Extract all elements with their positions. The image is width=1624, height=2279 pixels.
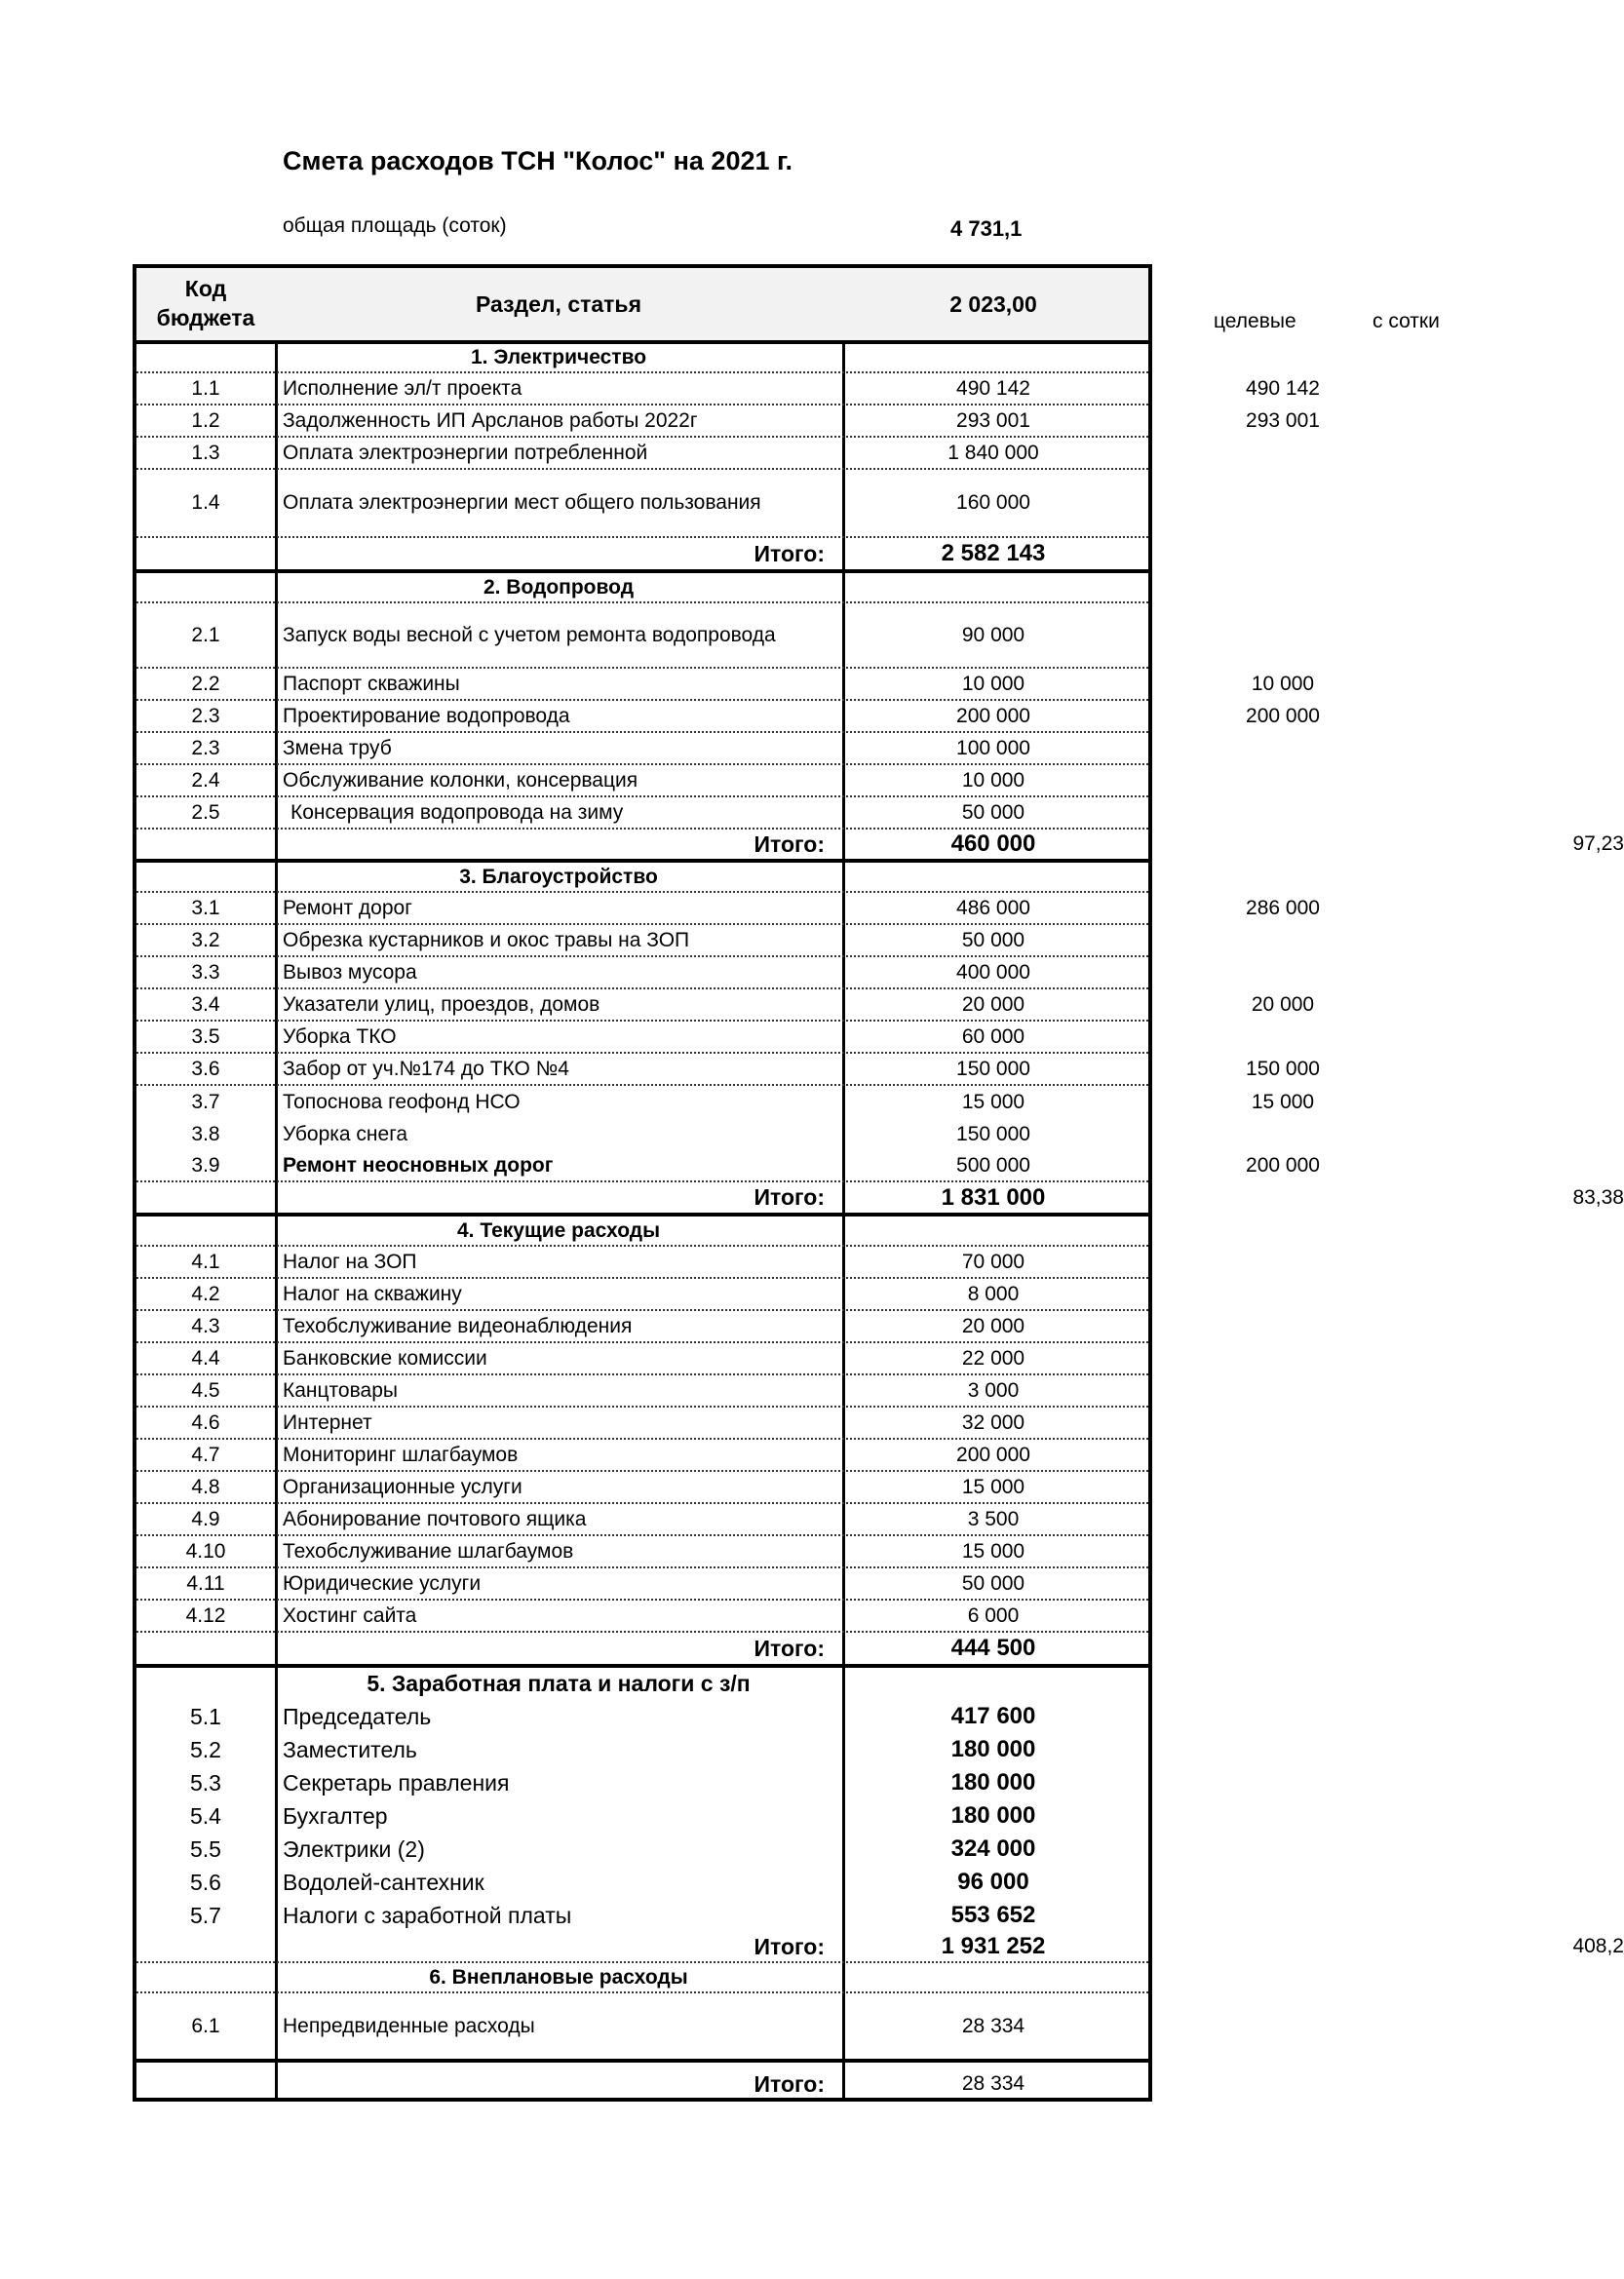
item-amount: 417 600 bbox=[950, 1703, 1036, 1729]
item-name: Обслуживание колонки, консервация bbox=[283, 768, 638, 792]
item-row bbox=[136, 1472, 1148, 1504]
item-row bbox=[136, 1993, 1148, 2063]
item-code: 3.9 bbox=[191, 1153, 220, 1177]
item-name: Абонирование почтового ящика bbox=[283, 1507, 587, 1530]
target-value: 10 000 bbox=[1251, 672, 1315, 695]
item-amount: 15 000 bbox=[961, 1090, 1025, 1113]
item-row bbox=[136, 373, 1320, 406]
item-name: Техобслуживание шлагбаумов bbox=[283, 1539, 574, 1563]
item-amount: 200 000 bbox=[956, 1443, 1030, 1466]
item-name: Электрики (2) bbox=[283, 1835, 425, 1862]
item-row bbox=[136, 1247, 1148, 1279]
item-name: Юридические услуги bbox=[283, 1571, 482, 1595]
total-label: Итого: bbox=[754, 1933, 825, 1959]
total-label: Итого: bbox=[754, 540, 825, 566]
item-name: Заместитель bbox=[283, 1736, 417, 1762]
item-row bbox=[136, 1700, 1148, 1733]
target-value: 200 000 bbox=[1246, 1153, 1320, 1177]
item-row bbox=[136, 1536, 1148, 1568]
item-code: 1.2 bbox=[191, 408, 220, 432]
item-name: Налоги с заработной платы bbox=[283, 1902, 572, 1928]
item-amount: 20 000 bbox=[961, 1314, 1025, 1337]
item-name: Уборка снега bbox=[283, 1122, 408, 1145]
item-amount: 22 000 bbox=[961, 1346, 1025, 1370]
total-label: Итого: bbox=[754, 830, 825, 857]
item-row bbox=[136, 1601, 1148, 1633]
item-row bbox=[136, 1311, 1148, 1343]
document-title: Смета расходов ТСН "Колос" на 2021 г. bbox=[283, 146, 793, 175]
item-code: 3.7 bbox=[191, 1090, 220, 1113]
item-amount: 50 000 bbox=[961, 928, 1025, 951]
item-code: 1.4 bbox=[191, 491, 220, 514]
item-row bbox=[136, 1504, 1148, 1536]
total-row bbox=[136, 830, 1624, 863]
item-row bbox=[136, 1054, 1320, 1086]
item-code: 5.4 bbox=[190, 1802, 221, 1829]
item-row bbox=[136, 1899, 1148, 1932]
item-amount: 324 000 bbox=[950, 1835, 1036, 1862]
item-code: 3.6 bbox=[191, 1057, 220, 1080]
item-row bbox=[136, 1408, 1148, 1440]
item-row bbox=[136, 1866, 1148, 1899]
item-row bbox=[136, 989, 1315, 1022]
per-sotka-column-header: с сотки bbox=[1373, 310, 1440, 332]
item-name: Забор от уч.№174 до ТКО №4 bbox=[283, 1057, 569, 1080]
target-value: 20 000 bbox=[1251, 992, 1315, 1016]
item-name: Канцтовары bbox=[283, 1378, 398, 1402]
item-code: 4.4 bbox=[191, 1346, 220, 1370]
item-name: Змена труб bbox=[283, 736, 392, 759]
item-amount: 60 000 bbox=[961, 1024, 1025, 1048]
section-title: 6. Внеплановые расходы bbox=[429, 1965, 688, 1989]
item-name: Обрезка кустарников и окос травы на ЗОП bbox=[283, 928, 690, 951]
total-area-label: общая площадь (соток) bbox=[283, 214, 507, 237]
item-name: Задолженность ИП Арсланов работы 2022г bbox=[283, 408, 698, 432]
item-code: 4.12 bbox=[185, 1603, 226, 1627]
item-row bbox=[136, 733, 1148, 765]
target-value: 200 000 bbox=[1246, 704, 1320, 727]
item-name: Исполнение эл/т проекта bbox=[283, 376, 522, 400]
item-row bbox=[136, 1766, 1148, 1799]
item-amount: 1 840 000 bbox=[947, 441, 1039, 464]
per-sotka-value: 97,23 bbox=[1572, 832, 1624, 855]
item-row bbox=[136, 1150, 1320, 1182]
item-amount: 3 500 bbox=[967, 1507, 1020, 1530]
item-name: Председатель bbox=[283, 1703, 432, 1729]
item-name: Уборка ТКО bbox=[283, 1024, 397, 1048]
item-code: 4.7 bbox=[191, 1443, 220, 1466]
total-row bbox=[136, 1633, 1148, 1668]
item-amount: 6 000 bbox=[967, 1603, 1020, 1627]
item-code: 5.5 bbox=[190, 1835, 221, 1862]
section-title: 2. Водопровод bbox=[483, 575, 635, 599]
total-amount: 444 500 bbox=[950, 1635, 1036, 1661]
total-amount: 28 334 bbox=[961, 2072, 1025, 2095]
item-name: Консервация водопровода на зиму bbox=[290, 800, 624, 824]
section-row bbox=[136, 573, 1148, 603]
item-name: Мониторинг шлагбаумов bbox=[283, 1443, 519, 1466]
item-code: 3.8 bbox=[191, 1122, 220, 1145]
total-row bbox=[136, 1932, 1624, 1963]
item-code: 5.7 bbox=[190, 1902, 221, 1928]
item-name: Топоснова геофонд НСО bbox=[283, 1090, 521, 1113]
item-amount: 28 334 bbox=[961, 2014, 1025, 2037]
item-code: 4.10 bbox=[185, 1539, 226, 1563]
item-row bbox=[136, 1799, 1148, 1833]
item-row bbox=[136, 765, 1148, 797]
header-name: Раздел, статья bbox=[476, 290, 641, 317]
item-amount: 20 000 bbox=[961, 992, 1025, 1016]
section-row bbox=[136, 344, 1148, 373]
per-sotka-value: 83,38 bbox=[1572, 1185, 1624, 1209]
item-code: 4.11 bbox=[186, 1571, 225, 1595]
item-code: 3.5 bbox=[191, 1024, 220, 1048]
total-amount: 1 931 252 bbox=[941, 1933, 1046, 1959]
item-amount: 400 000 bbox=[956, 960, 1030, 984]
item-row bbox=[136, 701, 1320, 733]
item-amount: 180 000 bbox=[950, 1802, 1036, 1829]
section-title: 5. Заработная плата и налоги с з/п bbox=[367, 1671, 751, 1697]
item-row bbox=[136, 470, 1148, 538]
item-amount: 490 142 bbox=[956, 376, 1030, 400]
item-row bbox=[136, 1086, 1315, 1118]
item-row bbox=[136, 1568, 1148, 1601]
item-row bbox=[136, 1343, 1148, 1375]
target-value: 15 000 bbox=[1251, 1090, 1315, 1113]
target-value: 150 000 bbox=[1246, 1057, 1320, 1080]
item-code: 6.1 bbox=[191, 2014, 220, 2037]
item-amount: 90 000 bbox=[961, 623, 1025, 646]
total-label: Итого: bbox=[754, 1635, 825, 1661]
item-amount: 10 000 bbox=[961, 672, 1025, 695]
item-amount: 8 000 bbox=[967, 1282, 1020, 1305]
total-amount: 1 831 000 bbox=[941, 1183, 1046, 1211]
item-row bbox=[136, 1022, 1148, 1054]
item-code: 4.8 bbox=[191, 1475, 220, 1498]
item-row bbox=[136, 669, 1315, 701]
item-name: Налог на скважину bbox=[283, 1282, 462, 1305]
item-amount: 96 000 bbox=[957, 1869, 1029, 1895]
item-name: Ремонт неосновных дорог bbox=[283, 1153, 554, 1177]
item-name: Техобслуживание видеонаблюдения bbox=[283, 1314, 633, 1337]
total-area-value: 4 731,1 bbox=[950, 216, 1023, 241]
item-amount: 50 000 bbox=[961, 800, 1025, 824]
total-label: Итого: bbox=[754, 2070, 825, 2097]
item-row bbox=[136, 1440, 1148, 1472]
item-amount: 150 000 bbox=[956, 1122, 1030, 1145]
item-row bbox=[136, 406, 1320, 438]
item-row bbox=[136, 1833, 1148, 1866]
item-amount: 160 000 bbox=[956, 491, 1030, 514]
total-amount: 2 582 143 bbox=[941, 540, 1046, 566]
item-amount: 70 000 bbox=[961, 1250, 1025, 1273]
item-code: 1.3 bbox=[191, 441, 220, 464]
item-amount: 150 000 bbox=[956, 1057, 1030, 1080]
item-amount: 32 000 bbox=[961, 1410, 1025, 1434]
item-name: Хостинг сайта bbox=[283, 1603, 417, 1627]
item-row bbox=[136, 797, 1148, 830]
item-row bbox=[136, 438, 1148, 470]
item-code: 3.2 bbox=[191, 928, 220, 951]
item-code: 4.3 bbox=[191, 1314, 220, 1337]
item-code: 2.4 bbox=[191, 768, 220, 792]
item-code: 5.1 bbox=[190, 1703, 221, 1729]
item-amount: 50 000 bbox=[961, 1571, 1025, 1595]
item-amount: 500 000 bbox=[956, 1153, 1030, 1177]
item-row bbox=[136, 1375, 1148, 1408]
item-row bbox=[136, 957, 1148, 989]
total-row bbox=[136, 1182, 1624, 1217]
item-amount: 553 652 bbox=[950, 1902, 1036, 1928]
item-amount: 100 000 bbox=[956, 736, 1030, 759]
item-name: Ремонт дорог bbox=[283, 896, 412, 919]
total-amount: 460 000 bbox=[950, 830, 1036, 857]
item-code: 5.2 bbox=[190, 1736, 221, 1762]
target-value: 286 000 bbox=[1246, 896, 1320, 919]
item-code: 4.9 bbox=[191, 1507, 220, 1530]
item-code: 2.5 bbox=[191, 800, 220, 824]
item-name: Оплата электроэнергии потребленной bbox=[283, 441, 648, 464]
section-title: 4. Текущие расходы bbox=[456, 1218, 661, 1242]
target-value: 293 001 bbox=[1246, 408, 1320, 432]
item-name: Организационные услуги bbox=[283, 1475, 522, 1498]
section-row bbox=[136, 1668, 1148, 1700]
item-row bbox=[136, 1118, 1148, 1150]
item-amount: 200 000 bbox=[956, 704, 1030, 727]
item-amount: 10 000 bbox=[961, 768, 1025, 792]
header-amount: 2 023,00 bbox=[949, 290, 1037, 317]
item-code: 2.3 bbox=[191, 736, 220, 759]
section-title: 1. Электричество bbox=[470, 346, 647, 369]
item-name: Секретарь правления bbox=[283, 1769, 510, 1796]
item-amount: 3 000 bbox=[967, 1378, 1020, 1402]
header-code: Код бюджета bbox=[156, 276, 255, 330]
item-row bbox=[136, 603, 1148, 669]
total-label: Итого: bbox=[754, 1184, 825, 1211]
item-name: Водолей-сантехник bbox=[283, 1869, 484, 1895]
total-row bbox=[136, 538, 1148, 573]
item-amount: 293 001 bbox=[956, 408, 1030, 432]
item-row bbox=[136, 925, 1148, 957]
section-title: 3. Благоустройство bbox=[459, 865, 658, 888]
item-row bbox=[136, 1279, 1148, 1311]
table-header-row bbox=[136, 268, 1148, 344]
item-name: Указатели улиц, проездов, домов bbox=[283, 992, 600, 1016]
item-name: Запуск воды весной с учетом ремонта водопровода bbox=[283, 623, 776, 646]
item-code: 2.3 bbox=[191, 704, 220, 727]
section-row bbox=[136, 863, 1148, 893]
section-row bbox=[136, 1963, 1148, 1993]
section-row bbox=[136, 1217, 1148, 1247]
item-code: 2.1 bbox=[191, 623, 220, 646]
item-name: Непредвиденные расходы bbox=[283, 2014, 535, 2037]
item-name: Проектирование водопровода bbox=[283, 704, 570, 727]
item-amount: 15 000 bbox=[961, 1475, 1025, 1498]
item-amount: 180 000 bbox=[950, 1769, 1036, 1796]
target-value: 490 142 bbox=[1246, 376, 1320, 400]
item-code: 4.6 bbox=[191, 1410, 220, 1434]
item-row bbox=[136, 1733, 1148, 1766]
item-amount: 486 000 bbox=[956, 896, 1030, 919]
item-code: 5.3 bbox=[190, 1769, 221, 1796]
item-row bbox=[136, 893, 1320, 925]
item-code: 3.3 bbox=[191, 960, 220, 984]
per-sotka-value: 408,2 bbox=[1572, 1935, 1624, 1957]
item-amount: 15 000 bbox=[961, 1539, 1025, 1563]
item-name: Интернет bbox=[283, 1410, 372, 1434]
item-code: 1.1 bbox=[191, 376, 220, 400]
item-code: 2.2 bbox=[191, 672, 220, 695]
item-name: Бухгалтер bbox=[283, 1802, 388, 1829]
item-amount: 180 000 bbox=[950, 1736, 1036, 1762]
item-name: Вывоз мусора bbox=[283, 960, 417, 984]
target-column-header: целевые bbox=[1214, 310, 1296, 332]
item-code: 5.6 bbox=[190, 1869, 221, 1895]
item-code: 4.1 bbox=[191, 1250, 220, 1273]
item-name: Оплата электроэнергии мест общего пользования bbox=[283, 491, 761, 515]
item-name: Паспорт скважины bbox=[283, 672, 460, 695]
item-code: 4.2 bbox=[191, 1282, 220, 1305]
item-name: Налог на ЗОП bbox=[283, 1250, 417, 1273]
item-name: Банковские комиссии bbox=[283, 1346, 487, 1370]
item-code: 4.5 bbox=[191, 1378, 220, 1402]
item-code: 3.4 bbox=[191, 992, 220, 1016]
item-code: 3.1 bbox=[191, 896, 220, 919]
total-row bbox=[136, 2063, 1148, 2105]
